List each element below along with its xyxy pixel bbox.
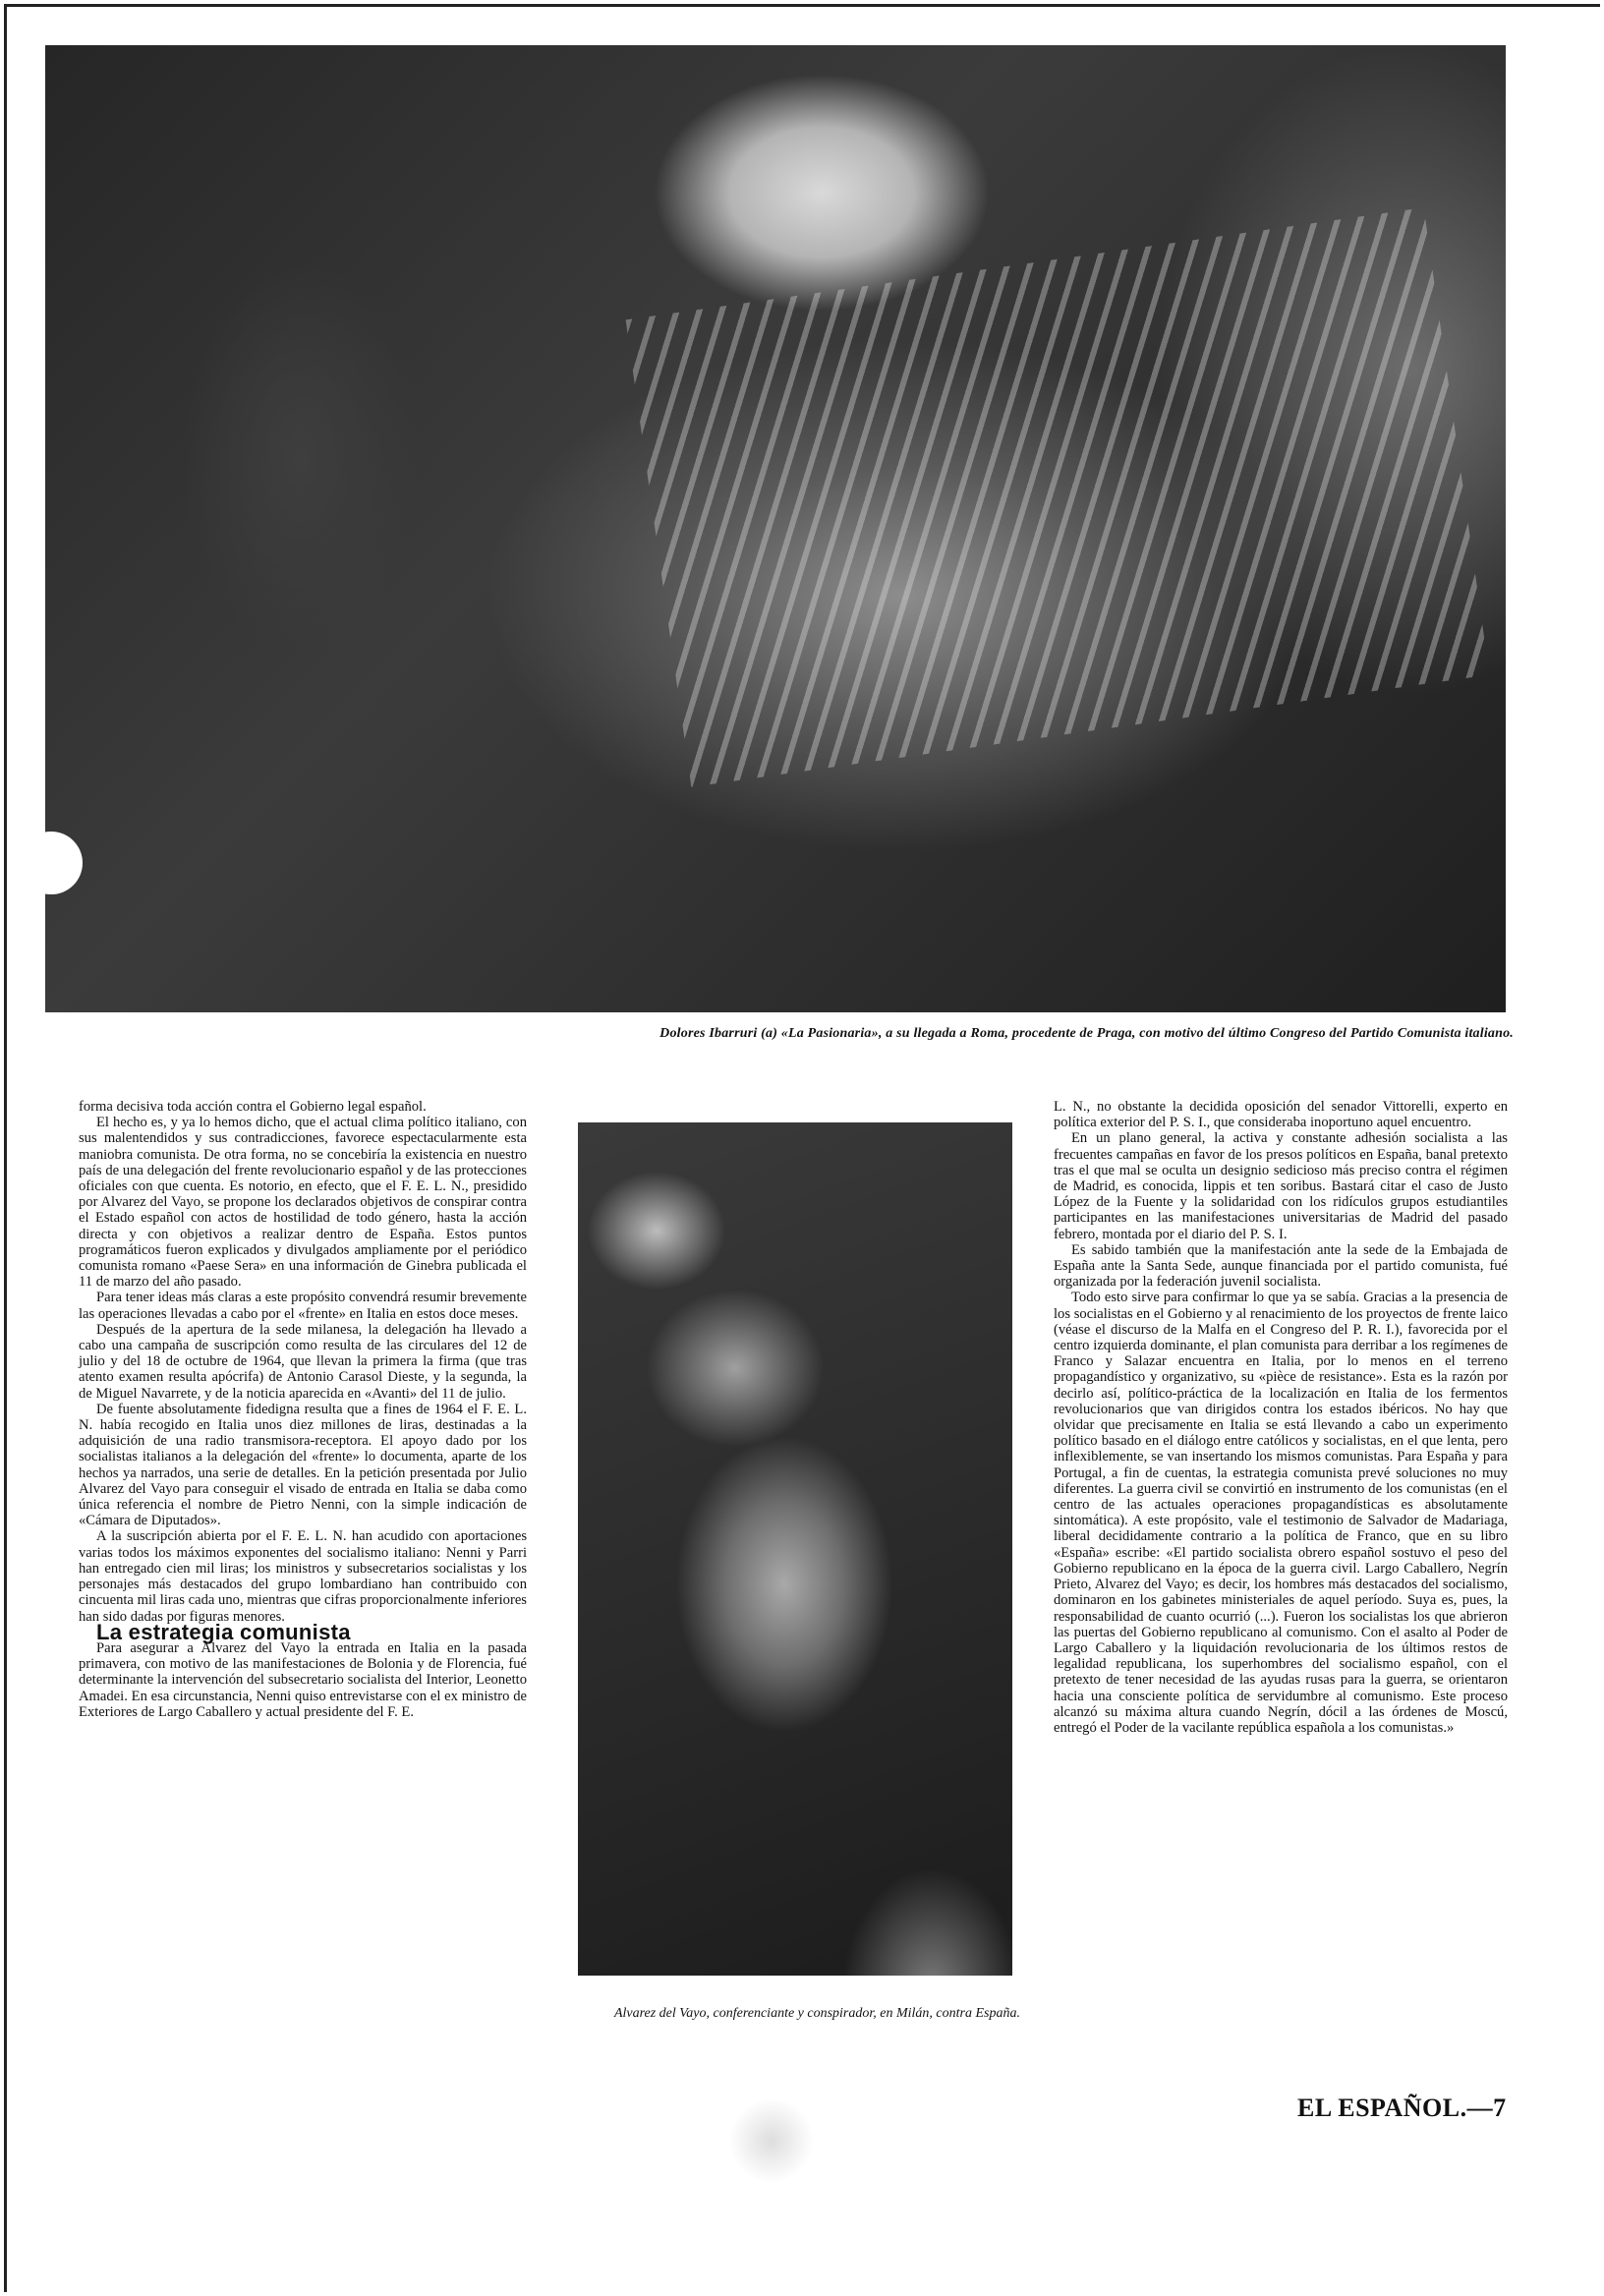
photo-shawl-texture (626, 207, 1490, 786)
ink-smudge (727, 2099, 816, 2182)
photo-alvarez-del-vayo (578, 1122, 1012, 1976)
paragraph: A la suscripción abierta por el F. E. L. N. han acudido con aportaciones varias todos los máximos exponentes del socialismo italiano: Nenni y Parri han entregado cien mil liras; los ministros y subsecretarios socialistas y los personajes más destacados del grupo lombardiano han contribuido con cincuenta mil liras cada uno, mientras que cifras proporcionalmente inferiores han sido dadas por figuras menores. (79, 1528, 527, 1625)
caption-top-photo: Dolores Ibarruri (a) «La Pasionaria», a su llegada a Roma, procedente de Praga, con motivo del último Congreso del Partido Comunista italiano. (659, 1026, 1514, 1041)
paragraph: forma decisiva toda acción contra el Gobierno legal español. (79, 1099, 427, 1115)
paragraph: L. N., no obstante la decidida oposición del senador Vittorelli, experto en política exterior del P. S. I., que consideraba inoportuno aquel encuentro. (1054, 1099, 1508, 1131)
paragraph: En un plano general, la activa y constante adhesión socialista a las frecuentes campañas en favor de los presos políticos en España, banal pretexto tras el que mal se oculta un designio sedicioso más preciso contra el régimen de Madrid, es conocida, lippis et ten soribus. Bastará citar el caso de Justo López de la Fuente y la solidaridad con los ridículos grupos estudiantiles participantes en las manifestaciones universitarias de Madrid del pasado febrero, montada por el diario del P. S. I. (1054, 1130, 1508, 1242)
caption-mid-photo: Alvarez del Vayo, conferenciante y conspirador, en Milán, contra España. (613, 2006, 1020, 2021)
paragraph: Es sabido también que la manifestación ante la sede de la Embajada de España ante la Santa Sede, aunque financiada por el partido comunista, fué organizada por la federación juvenil socialista. (1054, 1241, 1508, 1291)
paragraph: El hecho es, y ya lo hemos dicho, que el actual clima político italiano, con sus malentendidos y sus contradicciones, favorece espectacularmente esta maniobra comunista. De otra forma, no se concebiría la existencia en nuestro país de una delegación del frente revolucionario español y de las protecciones oficiales con que cuenta. Es notorio, en efecto, que el F. E. L. N., presidido por Alvarez del Vayo, se propone los declarados objetivos de conspirar contra el Estado español con actos de hostilidad de todo género, hasta la acción directa y con objetivos a realizar dentro de España. Estos puntos programáticos fueron explicados y divulgados ampliamente por el periódico comunista romano «Paese Sera» en una información de Ginebra publicada el 11 de marzo del año pasado. (79, 1115, 527, 1291)
page-footer: EL ESPAÑOL.—7 (1297, 2094, 1507, 2122)
paragraph: Para tener ideas más claras a este propósito convendrá resumir brevemente las operaciones llevadas a cabo por el «frente» en Italia en estos doce meses. (79, 1290, 527, 1322)
paragraph: Para asegurar a Alvarez del Vayo la entrada en Italia en la pasada primavera, con motivo de las manifestaciones de Bolonia y de Florencia, fué determinante la intervención del subsecretario socialista del Interior, Leonetto Amadei. En esa circunstancia, Nenni quiso entrevistarse con el ex ministro de Exteriores de Largo Caballero y actual presidente del F. E. (79, 1639, 527, 1720)
section-heading: La estrategia comunista (96, 1619, 351, 1644)
paragraph: De fuente absolutamente fidedigna resulta que a fines de 1964 el F. E. L. N. había recogido en Italia unos diez millones de liras, destinadas a la adquisición de una radio transmisora-receptora. El apoyo dado por los socialistas italianos a la delegación del «frente» lo documenta, aparte de los hechos ya narrados, una serie de detalles. En la petición presentada por Julio Alvarez del Vayo para conseguir el visado de entrada en Italia se daba como única referencia el nombre de Pietro Nenni, con la simple indicación de «Cámara de Diputados». (79, 1401, 527, 1529)
article-column-left (79, 1099, 527, 1720)
article-column-right (1054, 1099, 1508, 1736)
photo-damage-spot (45, 832, 83, 894)
photo-pasionaria (45, 45, 1506, 1012)
paragraph: Todo esto sirve para confirmar lo que ya se sabía. Gracias a la presencia de los socialistas en el Gobierno y al renacimiento de los proyectos de frente laico (véase el discurso de la Malfa en el Congreso del P. R. I.), favorecida por el centro izquierda dominante, el plan comunista para derribar a los regímenes de Franco y Salazar encuentra en Italia, por lo menos en el terreno propagandístico y organizativo, su «pièce de resistance». Esta es la razón por decirlo así, político-práctica de la localización en Italia de los fermentos revolucionarios que van dirigidos contra los estados ibéricos. No hay que olvidar que precisamente en Italia se está llevando a cabo un experimento político basado en el diálogo entre católicos y socialistas, en el que lenta, pero inflexiblemente, se van insertando los mismos comunistas. Para España y para Portugal, a fin de cuentas, la estrategia comunista prevé soluciones no muy diferentes. La guerra civil se convirtió en instrumento de los comunistas (en el centro de las actuales operaciones propagandísticas es absolutamente sintomática). A este propósito, vale el testimonio de Salvador de Madariaga, liberal decididamente contrario a la política de Franco, que en su libro «España» escribe: «El partido socialista obrero español sostuvo el peso del Gobierno republicano en la época de la guerra civil. Largo Caballero, Negrín Prieto, Alvarez del Vayo; es decir, los hombres más destacados del socialismo, dominaron en los gabinetes ministeriales de aquel período. Suya es, pues, la responsabilidad de cuanto ocurrió (...). Fueron los socialistas los que abrieron las puertas del Gobierno republicano al comunismo. Con el asalto al Poder de Largo Caballero y la liquidación revolucionaria de los últimos restos de legalidad republicana, los superhombres del socialismo español, con el pretexto de tener necesidad de las ayudas rusas para la guerra, se orientaron hacia una consciente política de servidumbre al comunismo. Este proceso alcanzó su máxima altura cuando Negrín, dócil a las órdenes de Moscú, entregó el Poder de la vacilante república española a los comunistas.» (1054, 1290, 1508, 1736)
paragraph: Después de la apertura de la sede milanesa, la delegación ha llevado a cabo una campaña de suscripción como resulta de las circulares del 12 de julio y del 18 de octubre de 1964, que llevan la primera la firma (que tras atento examen resulta apócrifa) de Antonio Carasol Dieste, y la segunda, la de Miguel Navarrete, y de la noticia aparecida en «Avanti» del 11 de julio. (79, 1321, 527, 1402)
